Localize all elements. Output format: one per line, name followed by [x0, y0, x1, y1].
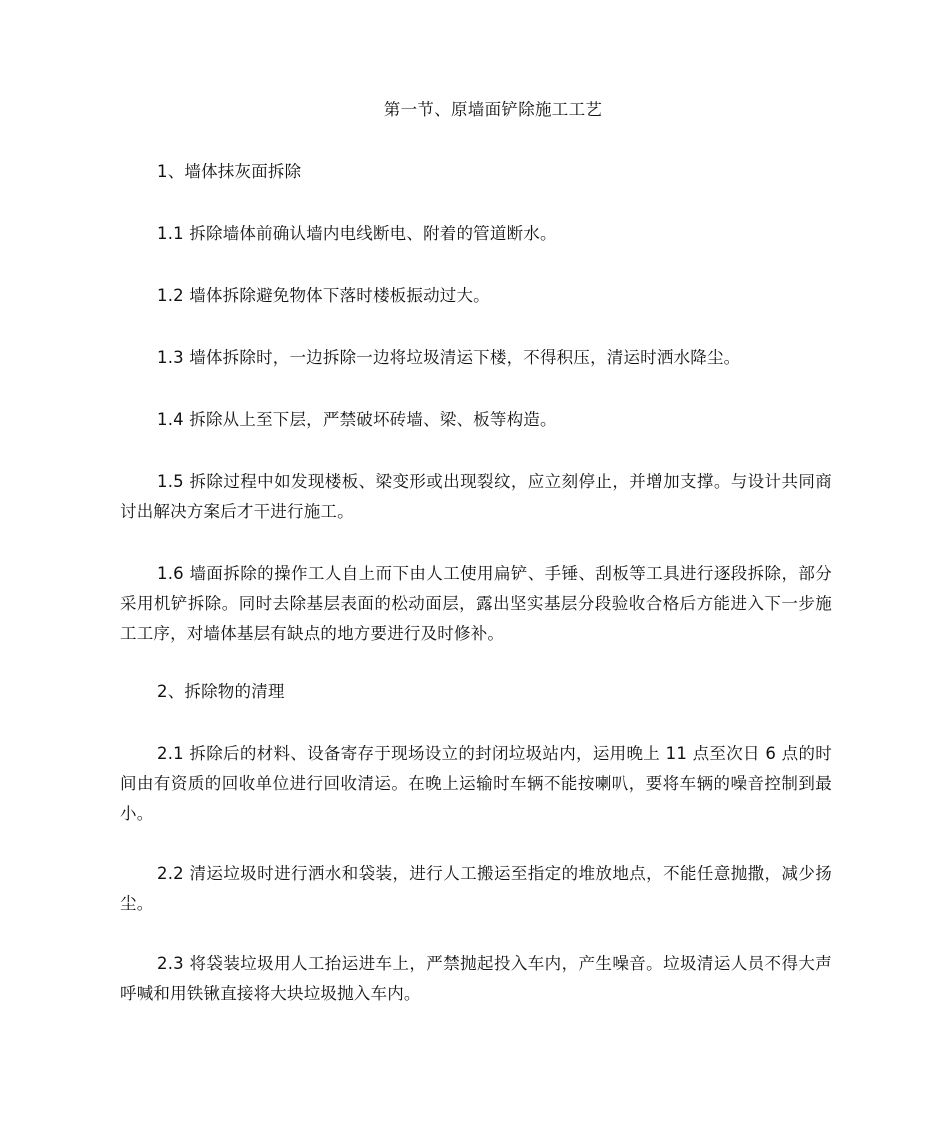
paragraph-1-2: 1.2 墙体拆除避免物体下落时楼板振动过大。 [157, 286, 490, 305]
paragraph-2-2: 2.2 清运垃圾时进行洒水和袋装，进行人工搬运至指定的堆放地点，不能任意抛撒，减少扬尘。 [120, 864, 832, 913]
heading-wall-plaster-removal: 1、墙体抹灰面拆除 [157, 162, 302, 181]
heading-debris-cleanup: 2、拆除物的清理 [157, 682, 285, 701]
section-title: 第一节、原墙面铲除施工工艺 [383, 100, 603, 119]
paragraph-1-6: 1.6 墙面拆除的操作工人自上而下由人工使用扁铲、手锤、刮板等工具进行逐段拆除，部分采用机铲拆除。同时去除基层表面的松动面层，露出坚实基层分段验收合格后方能进入下一步施工工序，对墙体基层有缺点的地方要进行及时修补。 [120, 564, 832, 643]
paragraph-1-1: 1.1 拆除墙体前确认墙内电线断电、附着的管道断水。 [157, 224, 557, 243]
paragraph-1-5: 1.5 拆除过程中如发现楼板、梁变形或出现裂纹，应立刻停止，并增加支撑。与设计共同商讨出解决方案后才干进行施工。 [120, 472, 832, 521]
paragraph-1-3: 1.3 墙体拆除时，一边拆除一边将垃圾清运下楼，不得积压，清运时洒水降尘。 [157, 348, 741, 367]
paragraph-1-4: 1.4 拆除从上至下层，严禁破坏砖墙、梁、板等构造。 [157, 410, 557, 429]
paragraph-2-1: 2.1 拆除后的材料、设备寄存于现场设立的封闭垃圾站内，运用晚上 11 点至次日 6 点的时间由有资质的回收单位进行回收清运。在晚上运输时车辆不能按喇叭，要将车辆的噪音控制到最小。 [120, 744, 832, 823]
paragraph-2-3: 2.3 将袋装垃圾用人工抬运进车上，严禁抛起投入车内，产生噪音。垃圾清运人员不得大声呼喊和用铁锹直接将大块垃圾抛入车内。 [120, 954, 832, 1003]
